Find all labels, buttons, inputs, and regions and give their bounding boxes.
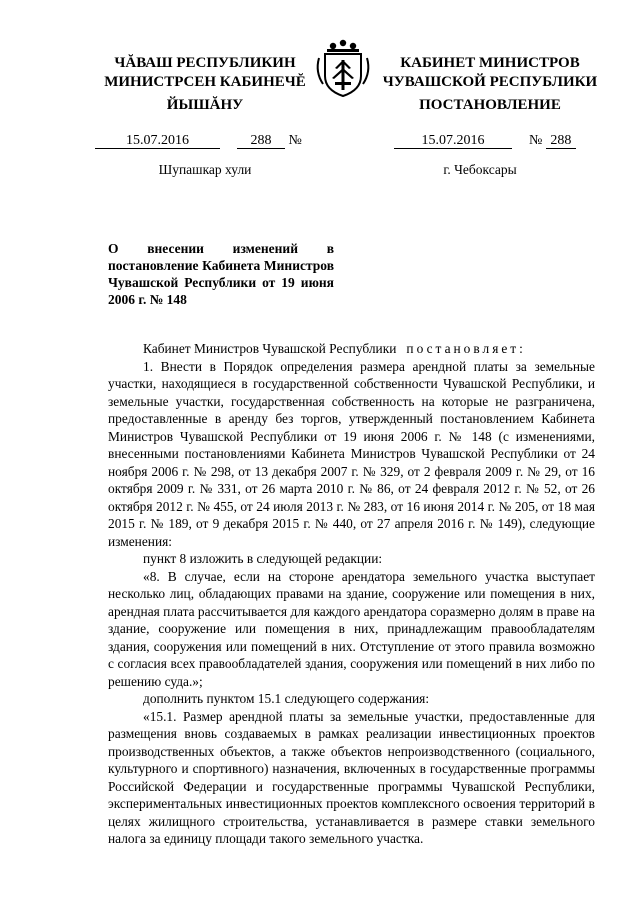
paragraph-4: дополнить пунктом 15.1 следующего содержания: xyxy=(143,691,430,706)
number-sign-right: № xyxy=(529,133,543,148)
coat-of-arms-emblem xyxy=(313,38,373,100)
document-body xyxy=(108,340,595,848)
issuer-russian-line1: КАБИНЕТ МИНИСТРОВ xyxy=(400,55,580,71)
doc-type-russian: ПОСТАНОВЛЕНИЕ xyxy=(419,97,561,113)
issuer-chuvash xyxy=(100,54,310,92)
number-right: 288 xyxy=(546,133,576,149)
paragraph-5: «15.1. Размер арендной платы за земельные участки, предоставленные для размещения вновь создаваемых в рамках реализации инвестиционных проектов производственных объектов, а также объектов непроизводственного (социального, культурного и спортивного) назначения, включенных в государственные программы Российской Федерации и государственные программы Чувашской Республики, экспериментальных инвестиционных проектов комплексного освоения территорий в целях жилищного строительства, устанавливается в размере ставки земельного налога за единицу площади такого земельного участка. xyxy=(108,708,595,846)
paragraph-1: 1. Внести в Порядок определения размера арендной платы за земельные участки, находящиеся в государственной собственности Чувашской Республики, и земельные участки, государственная собственность на которые не разграничена, предоставленные в аренду без торгов, утвержденный постановлением Кабинета Министров Чувашской Республики от 19 июня 2006 г. № 148 (с изменениями, внесенными постановлениями Кабинета Министров Чувашской Республики от 24 ноября 2006 г. № 298, от 13 декабря 2007 г. № 329, от 2 февраля 2009 г. № 29, от 16 октября 2009 г. № 331, от 26 марта 2010 г. № 86, от 24 февраля 2012 г. № 52, от 26 октября 2012 г. № 455, от 24 июля 2013 г. № 283, от 16 июня 2014 г. № 205, от 18 мая 2015 г. № 189, от 9 декабря 2015 г. № 440, от 27 апреля 2016 г. № 149), следующие изменения: xyxy=(108,358,595,549)
issuer-russian xyxy=(375,54,605,92)
paragraph-3: «8. В случае, если на стороне арендатора земельного участка выступает несколько лиц, обладающих правами на здание, сооружение или помещения в них, арендная плата рассчитывается для каждого арендатора соразмерно долям в праве на здание, сооружение или помещения в них, принадлежащим правообладателям здания, сооружения или помещений в них. Отступление от этого правила возможно с согласия всех правообладателей здания, сооружения или помещений в них либо по решению суда.»; xyxy=(108,568,595,689)
document-title: О внесении изменений в постановление Кабинета Министров Чувашской Республики от 19 июня 2006 г. № 148 xyxy=(108,241,334,307)
intro-prefix: Кабинет Министров Чувашской Республики xyxy=(143,341,397,356)
paragraph-2: пункт 8 изложить в следующей редакции: xyxy=(143,551,383,566)
city-russian: г. Чебоксары xyxy=(443,162,517,177)
date-left: 15.07.2016 xyxy=(95,133,220,149)
issuer-russian-line2: ЧУВАШСКОЙ РЕСПУБЛИКИ xyxy=(382,74,598,90)
intro-paragraph xyxy=(108,340,595,358)
doc-type-chuvash: ЙЫШĂНУ xyxy=(166,97,244,113)
number-left: 288 xyxy=(237,133,285,149)
city-chuvash: Шупашкар хули xyxy=(158,162,252,177)
date-right: 15.07.2016 xyxy=(394,133,512,149)
issuer-chuvash-line1: ЧĂВАШ РЕСПУБЛИКИН xyxy=(114,55,296,71)
number-sign-left: № xyxy=(288,133,302,148)
date-number-left xyxy=(95,133,302,149)
intro-resolves: постановляет: xyxy=(406,341,526,356)
date-number-right xyxy=(394,133,576,149)
issuer-chuvash-line2: МИНИСТРСЕН КАБИНЕЧĔ xyxy=(104,74,306,90)
